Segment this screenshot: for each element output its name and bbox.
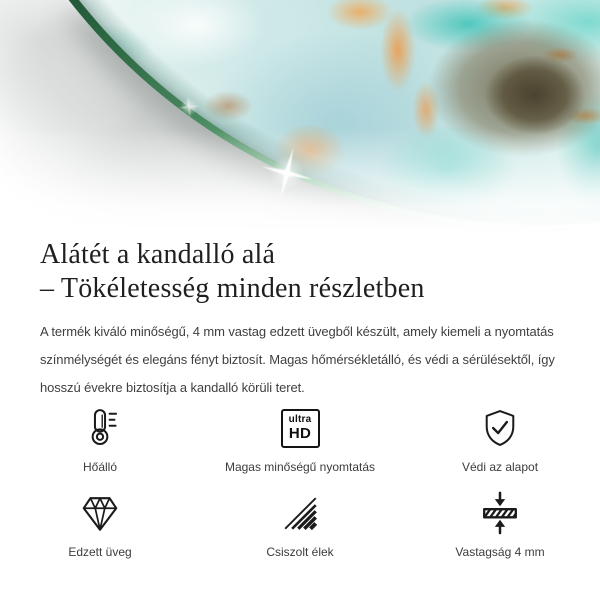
feature-polished-edges (200, 491, 400, 560)
bottom-fade-overlay (0, 0, 600, 235)
page-title-line2: – Tökéletesség minden részletben (40, 273, 425, 304)
feature-label: Védi az alapot (461, 460, 539, 474)
description-line: hosszú évekre biztosítja a kandalló körüli teret. (40, 380, 305, 395)
ultra-hd-top-text: ultra (288, 414, 312, 425)
feature-label: Vastagság 4 mm (455, 545, 545, 559)
feature-thickness (400, 491, 600, 560)
feature-tempered-glass (0, 491, 200, 560)
ultra-hd-box (281, 409, 320, 448)
feature-label: Edzett üveg (68, 545, 132, 559)
feature-label: Magas minőségű nyomtatás (224, 460, 376, 474)
product-description (40, 318, 570, 402)
description-line: A termék kiváló minőségű, 4 mm vastag edzett üvegből készült, amely kiemeli a nyomtatás (40, 324, 554, 339)
product-photo (0, 0, 600, 235)
description-line: színmélységét és elegáns fényt biztosít. Magas hőmérsékletálló, és védi a sérülésektől, így (40, 352, 555, 367)
page-title-line1: Alátét a kandalló alá (40, 239, 276, 270)
text-content (0, 238, 600, 402)
polished-edges-icon (279, 491, 321, 535)
feature-label: Hőálló (82, 460, 118, 474)
feature-label: Csiszolt élek (266, 545, 334, 559)
shield-check-icon (478, 406, 522, 450)
ultra-hd-badge-icon (281, 406, 320, 450)
diamond-icon (77, 491, 123, 535)
thickness-compress-icon (477, 491, 523, 535)
feature-heat-resistant (0, 406, 200, 475)
page-title (40, 238, 570, 306)
feature-print-quality (200, 406, 400, 475)
thermometer-heat-icon (77, 406, 123, 450)
ultra-hd-bottom-text: HD (288, 425, 312, 442)
feature-protects-base (400, 406, 600, 475)
feature-grid (0, 406, 600, 560)
